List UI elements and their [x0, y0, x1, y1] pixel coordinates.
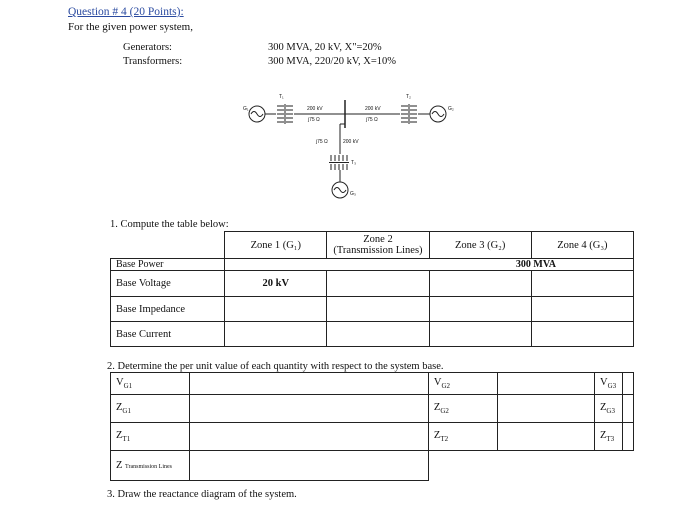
base-power-value: 300 MVA	[225, 259, 634, 271]
question-heading: Question # 4 (20 Points):	[68, 6, 184, 18]
row-label-base-current: Base Current	[111, 322, 225, 347]
header-zone3: Zone 3 (G₂)	[429, 232, 531, 259]
cell-zg3-label: $Z_{G3}$	[594, 395, 622, 423]
base-current-zone4[interactable]	[531, 322, 633, 347]
part2-prompt: 2. Determine the per unit value of each quantity with respect to the system base.	[107, 361, 444, 372]
label-t1: T₁	[279, 94, 284, 100]
question-intro: For the given power system,	[68, 21, 193, 33]
transformer-t3-symbol	[331, 155, 347, 161]
base-impedance-zone3[interactable]	[429, 297, 531, 322]
cell-vg2-label: $V_{G2}$	[428, 373, 497, 395]
cell-zt2-value[interactable]	[497, 423, 594, 451]
label-line-down-z: j75 Ω	[316, 139, 328, 145]
per-unit-table	[110, 372, 634, 481]
base-current-zone3[interactable]	[429, 322, 531, 347]
cell-zt3-label: $Z_{T3}$	[594, 423, 622, 451]
spec-value-generators: 300 MVA, 20 kV, X"=20%	[268, 42, 382, 53]
cell-zg1-label: $Z_{G1}$	[111, 395, 190, 423]
part3-prompt: 3. Draw the reactance diagram of the system.	[107, 489, 297, 500]
label-g1: G₁	[243, 106, 249, 112]
cell-vg3-value[interactable]	[623, 373, 634, 395]
base-impedance-zone2[interactable]	[327, 297, 429, 322]
label-g2: G₂	[448, 106, 454, 112]
cell-zt1-value[interactable]	[189, 423, 428, 451]
header-zone2: Zone 2 (Transmission Lines)	[327, 232, 429, 259]
base-current-zone2[interactable]	[327, 322, 429, 347]
cell-vg1-label: $V_{G1}$	[111, 373, 190, 395]
spec-value-transformers: 300 MVA, 220/20 kV, X=10%	[268, 56, 397, 67]
cell-zg3-value[interactable]	[623, 395, 634, 423]
label-line-left-kv: 200 kV	[307, 106, 323, 112]
transformer-t1-symbol	[277, 106, 284, 122]
label-line-down-kv: 200 kV	[343, 139, 359, 145]
header-zone4: Zone 4 (G₃)	[531, 232, 633, 259]
transformer-t2-symbol	[401, 106, 408, 122]
label-line-right-z: j75 Ω	[366, 117, 378, 123]
cell-zt1-label: $Z_{T1}$	[111, 423, 190, 451]
cell-ztl-label: Z Transmission Lines	[111, 451, 190, 481]
base-impedance-zone1[interactable]	[225, 297, 327, 322]
header-zone1: Zone 1 (G₁)	[225, 232, 327, 259]
spec-label-transformers: Transformers:	[123, 56, 183, 67]
one-line-diagram	[230, 84, 470, 204]
cell-vg2-value[interactable]	[497, 373, 594, 395]
cell-zt3-value[interactable]	[623, 423, 634, 451]
base-impedance-zone4[interactable]	[531, 297, 633, 322]
part1-prompt: 1. Compute the table below:	[110, 219, 229, 230]
label-line-left-z: j75 Ω	[308, 117, 320, 123]
cell-ztl-value[interactable]	[189, 451, 428, 481]
row-label-base-power: Base Power	[111, 259, 225, 271]
table1-corner	[111, 232, 225, 259]
cell-vg3-label: $V_{G3}$	[594, 373, 622, 395]
label-line-right-kv: 200 kV	[365, 106, 381, 112]
cell-zg2-label: $Z_{G2}$	[428, 395, 497, 423]
base-voltage-zone4[interactable]	[531, 271, 633, 297]
label-t2: T₂	[406, 94, 411, 100]
cell-zt2-label: $Z_{T2}$	[428, 423, 497, 451]
base-voltage-zone1: 20 kV	[225, 271, 327, 297]
cell-vg1-value[interactable]	[189, 373, 428, 395]
base-current-zone1[interactable]	[225, 322, 327, 347]
base-voltage-zone2[interactable]	[327, 271, 429, 297]
cell-zg2-value[interactable]	[497, 395, 594, 423]
label-t3: T₃	[351, 160, 357, 166]
base-voltage-zone3[interactable]	[429, 271, 531, 297]
label-g3: G₃	[350, 191, 356, 197]
cell-empty	[428, 451, 633, 481]
row-label-base-voltage: Base Voltage	[111, 271, 225, 297]
row-label-base-impedance: Base Impedance	[111, 297, 225, 322]
cell-zg1-value[interactable]	[189, 395, 428, 423]
spec-label-generators: Generators:	[123, 42, 172, 53]
base-values-table	[110, 231, 634, 347]
